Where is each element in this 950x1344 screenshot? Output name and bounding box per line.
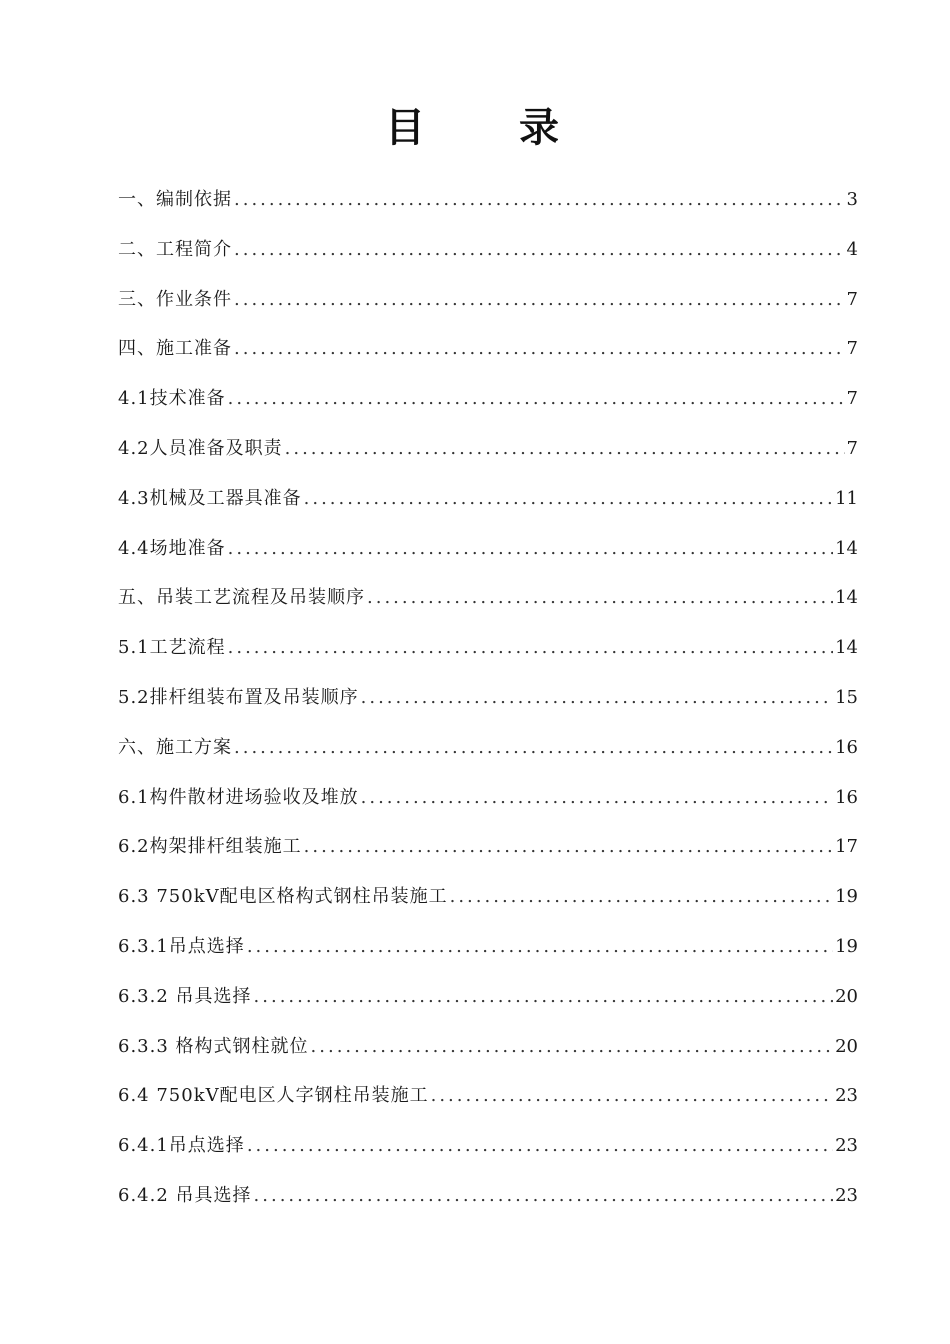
toc-page-number: 19: [835, 935, 858, 957]
toc-entry[interactable]: [118, 778, 858, 828]
toc-dot-leader: [311, 1027, 834, 1067]
toc-entry-text: 4.4场地准备: [118, 537, 226, 559]
toc-page-number: 23: [835, 1085, 858, 1107]
toc-entry[interactable]: [118, 379, 858, 429]
toc-entry-text: 6.4.1吊点选择: [118, 1135, 245, 1157]
toc-entry-text: 6.3.3 格构式钢柱就位: [118, 1035, 309, 1057]
toc-entry-text: 6.3.1吊点选择: [118, 935, 245, 957]
toc-dot-leader: [228, 529, 833, 569]
toc-entry[interactable]: [118, 678, 858, 728]
toc-entry[interactable]: [118, 927, 858, 977]
toc-page-number: 15: [835, 686, 858, 708]
toc-entry-text: 5.2排杆组装布置及吊装顺序: [118, 686, 359, 708]
toc-dot-leader: [247, 927, 833, 967]
toc-page-number: 20: [835, 985, 858, 1007]
toc-dot-leader: [234, 728, 833, 768]
toc-entry-text: 4.2人员准备及职责: [118, 437, 283, 459]
toc-page-number: 14: [835, 537, 858, 559]
toc-entry-text: 6.3 750kV配电区格构式钢柱吊装施工: [118, 886, 448, 908]
toc-dot-leader: [285, 429, 845, 469]
toc-entry[interactable]: [118, 1027, 858, 1077]
toc-dot-leader: [234, 180, 845, 220]
toc-dot-leader: [234, 280, 845, 320]
toc-entry[interactable]: [118, 1126, 858, 1176]
toc-dot-leader: [234, 230, 845, 270]
toc-list: [118, 180, 858, 1226]
toc-entry-text: 一、编制依据: [118, 189, 232, 210]
toc-dot-leader: [254, 977, 834, 1017]
toc-page-number: 11: [835, 487, 858, 509]
toc-dot-leader: [367, 578, 833, 618]
toc-entry[interactable]: [118, 230, 858, 280]
toc-dot-leader: [304, 479, 833, 519]
toc-page-number: 23: [835, 1135, 858, 1157]
toc-entry-text: 6.3.2 吊具选择: [118, 985, 252, 1007]
toc-entry-text: 6.2构架排杆组装施工: [118, 836, 302, 858]
toc-page-number: 23: [835, 1184, 858, 1206]
toc-entry-text: 4.3机械及工器具准备: [118, 487, 302, 509]
toc-page-number: 4: [846, 238, 858, 260]
toc-entry[interactable]: [118, 479, 858, 529]
toc-dot-leader: [228, 628, 833, 668]
toc-page-number: 16: [835, 786, 858, 808]
toc-entry-text: 6.4 750kV配电区人字钢柱吊装施工: [118, 1085, 429, 1107]
toc-entry[interactable]: [118, 827, 858, 877]
toc-dot-leader: [361, 778, 833, 818]
toc-entry[interactable]: [118, 1076, 858, 1126]
toc-dot-leader: [361, 678, 833, 718]
toc-entry-text: 四、施工准备: [118, 338, 232, 360]
toc-page-number: 17: [835, 836, 858, 858]
toc-dot-leader: [254, 1176, 834, 1216]
toc-page-number: 14: [835, 587, 858, 609]
toc-entry-text: 5.1工艺流程: [118, 637, 226, 659]
toc-entry-text: 三、作业条件: [118, 288, 232, 310]
toc-title: 目 录: [385, 104, 599, 151]
toc-page-number: 7: [846, 338, 858, 360]
toc-entry[interactable]: [118, 977, 858, 1027]
toc-entry[interactable]: [118, 529, 858, 579]
toc-entry[interactable]: [118, 180, 858, 230]
toc-entry-text: 6.1构件散材进场验收及堆放: [118, 786, 359, 808]
toc-dot-leader: [304, 827, 833, 867]
toc-page-number: 3: [846, 189, 858, 210]
toc-page-number: 7: [846, 388, 858, 410]
toc-entry[interactable]: [118, 1176, 858, 1226]
toc-dot-leader: [450, 877, 833, 917]
toc-page-number: 16: [835, 736, 858, 758]
toc-entry[interactable]: [118, 728, 858, 778]
toc-page-number: 7: [846, 288, 858, 310]
toc-dot-leader: [228, 379, 845, 419]
toc-entry[interactable]: [118, 578, 858, 628]
toc-entry-text: 二、工程简介: [118, 238, 232, 260]
toc-page-number: 19: [835, 886, 858, 908]
toc-entry[interactable]: [118, 429, 858, 479]
toc-dot-leader: [431, 1076, 833, 1116]
toc-entry-text: 6.4.2 吊具选择: [118, 1184, 252, 1206]
toc-entry-text: 六、施工方案: [118, 736, 232, 758]
toc-page-number: 14: [835, 637, 858, 659]
toc-dot-leader: [247, 1126, 833, 1166]
toc-dot-leader: [234, 329, 845, 369]
toc-entry[interactable]: [118, 628, 858, 678]
toc-entry[interactable]: [118, 329, 858, 379]
toc-page-number: 7: [846, 437, 858, 459]
toc-entry[interactable]: [118, 877, 858, 927]
toc-entry[interactable]: [118, 280, 858, 330]
toc-entry-text: 4.1技术准备: [118, 388, 226, 410]
toc-page-number: 20: [835, 1035, 858, 1057]
toc-entry-text: 五、吊装工艺流程及吊装顺序: [118, 587, 365, 609]
